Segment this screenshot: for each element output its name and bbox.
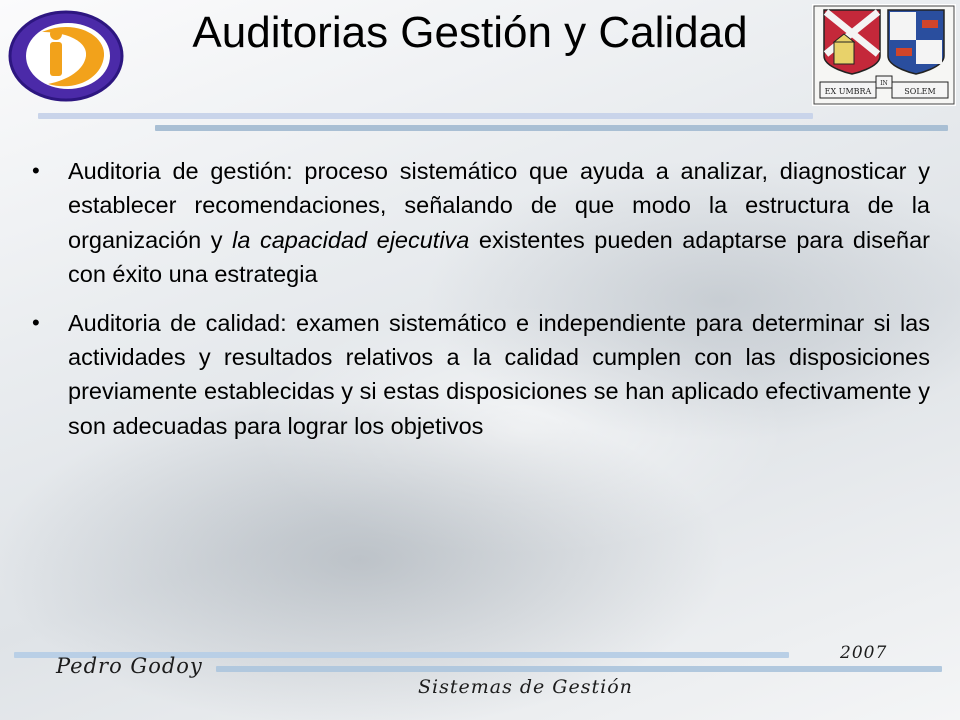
bullet-text-italic: la capacidad ejecutiva — [232, 226, 470, 253]
crest-motto-left: EX UMBRA — [824, 87, 872, 96]
slide-title: Auditorias Gestión y Calidad — [192, 8, 748, 57]
header-divider-primary — [38, 113, 813, 119]
header-divider-secondary — [155, 125, 948, 131]
bullet-text-end: existentes pueden adaptarse para diseñar con éxito una estrategia — [68, 226, 930, 288]
footer-year: 2007 — [840, 643, 888, 663]
bullet-list — [30, 154, 930, 457]
bullet-item-calidad — [30, 306, 930, 444]
footer-divider-secondary — [216, 666, 942, 672]
id-logo-icon — [6, 6, 126, 108]
footer-course: Sistemas de Gestión — [418, 676, 633, 698]
university-crest-icon — [812, 4, 956, 106]
bullet-text: Auditoria de calidad: examen sistemático e independiente para determinar si las actividades y resultados relativos a la calidad cumplen con las disposiciones previamente establecidas y si estas disposiciones se han aplicado efectivamente y son adecuadas para lograr los objetivos — [68, 309, 930, 439]
bullet-text: Auditoria de gestión: proceso sistemático que ayuda a analizar, diagnosticar y establecer recomendaciones, señalando de que modo la estructura de la organización y — [68, 158, 930, 253]
bullet-dot-icon: • — [32, 158, 40, 183]
bullet-dot-icon: • — [32, 309, 40, 335]
crest-motto-mid: IN — [880, 80, 888, 87]
bullet-item-gestion — [30, 154, 930, 292]
footer-author: Pedro Godoy — [56, 654, 203, 678]
crest-motto-right: SOLEM — [904, 87, 936, 96]
